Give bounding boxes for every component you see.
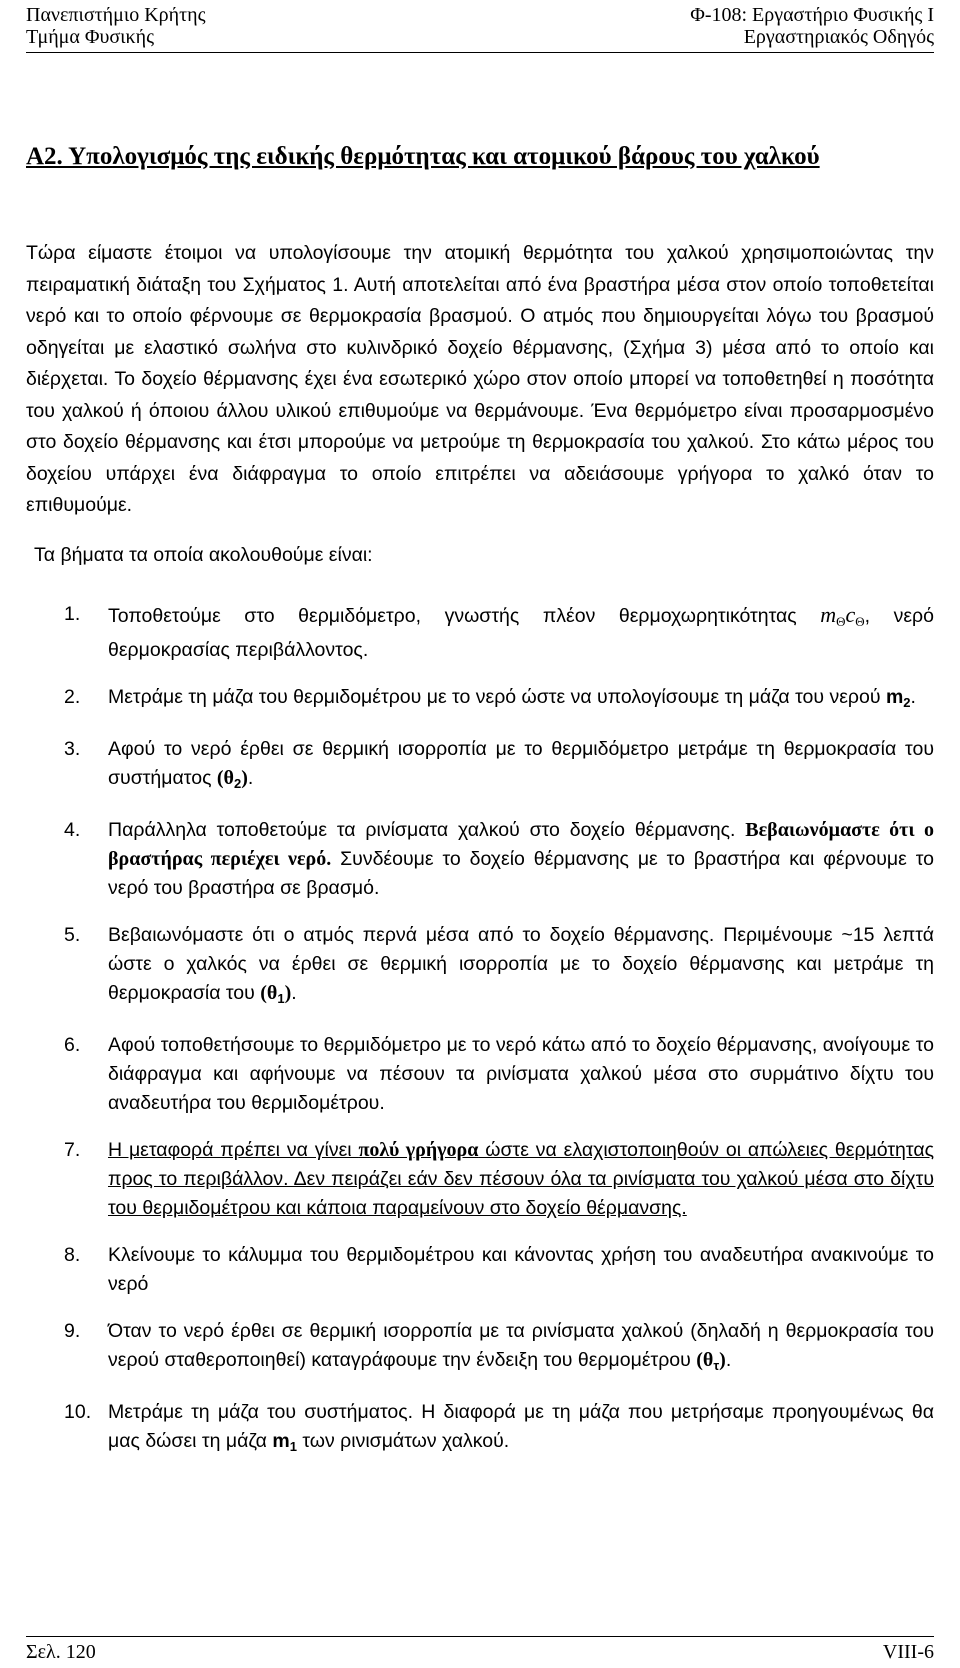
step-text-end: ώστε να ελαχιστοποιηθούν οι απώλειες θερμότητας προς το περιβάλλον. Δεν πειράζει εάν δεν πέσουν όλα τα ρινίσματα του χαλκού μέσα στο δίχτυ του θερμιδομέτρου και κάποια παραμείνουν στο δοχείο θέρμανσης. (108, 1139, 934, 1219)
header-left (26, 4, 206, 48)
step-9 (60, 1317, 934, 1380)
symbol-m: m (820, 602, 837, 627)
step-number: 9. (64, 1320, 81, 1342)
guide-title: Εργαστηριακός Οδηγός (743, 26, 934, 48)
step-text-end: . (910, 686, 916, 708)
step-text-end: . (247, 767, 254, 789)
step-text: Παράλληλα τοποθετούμε τα ρινίσματα χαλκού στο δοχείο θέρμανσης. (108, 819, 746, 841)
step-text: Μετράμε τη μάζα του θερμιδομέτρου με το νερό ώστε να υπολογίσουμε τη μάζα του νερού (108, 686, 886, 708)
step-text: Μετράμε τη μάζα του συστήματος. Η διαφορά με τη μάζα που μετρήσαμε προηγουμένως θα μας δώσει τη μάζα (108, 1401, 934, 1452)
step-text: Αφού το νερό έρθει σε θερμική ισορροπία με το θερμιδόμετρο μετράμε τη θερμοκρασία του συστήματος (108, 738, 934, 789)
step-number: 7. (64, 1139, 81, 1161)
step-number: 8. (64, 1244, 81, 1266)
symbol-m1: m (272, 1430, 290, 1452)
step-4 (60, 816, 934, 903)
step-text-end: των ρινισμάτων χαλκού. (296, 1430, 510, 1452)
step-text-end: , νερό θερμοκρασίας περιβάλλοντος. (108, 605, 934, 661)
intro-paragraph: Τώρα είμαστε έτοιμοι να υπολογίσουμε την ατομική θερμότητα του χαλκού χρησιμοποιώντας την πειραματική διάταξη του Σχήματος 1. Αυτή αποτελείται από ένα βραστήρα μέσα στον οποίο τοποθετείται νερό και το οποίο φέρνουμε σε θερμοκρασία βρασμού. Ο ατμός που δημιουργείται λόγω του βρασμού οδηγείται με ελαστικό σωλήνα στο κυλινδρικό δοχείο θέρμανσης, (Σχήμα 3) μέσα από το οποίο και διέρχεται. Το δοχείο θέρμανσης έχει ένα εσωτερικό χώρο στον οποίο μπορεί να τοποθετηθεί η ποσότητα του χαλκού ή όποιου άλλου υλικού επιθυμούμε να θερμάνουμε. Ένα θερμόμετρο είναι προσαρμοσμένο στο δοχείο θέρμανσης και έτσι μπορούμε να μετρούμε τη θερμοκρασία του χαλκού. Στο κάτω μέρος του δοχείου υπάρχει ένα διάφραγμα το οποίο επιτρέπει να αδειάσουμε γρήγορα το χαλκό όταν το επιθυμούμε. (26, 242, 934, 516)
step-number: 1. (64, 603, 81, 625)
page-number: Σελ. 120 (26, 1641, 96, 1663)
warning-text: Βεβαιωνόμαστε ότι ο βραστήρας περιέχει νερό. (108, 819, 934, 870)
step-number: 2. (64, 686, 81, 708)
step-10 (60, 1398, 934, 1461)
step-number: 5. (64, 924, 81, 946)
symbol-theta: (θ (260, 982, 278, 1004)
step-text-end: Συνδέουμε το δοχείο θέρμανσης με το βραστήρα και φέρνουμε το νερό του βραστήρα σε βρασμό. (108, 848, 934, 899)
steps-list (60, 600, 934, 1479)
step-number: 4. (64, 819, 81, 841)
step-1 (60, 600, 934, 665)
step-number: 10. (64, 1401, 92, 1423)
page-header (26, 4, 934, 48)
step-text: Τοποθετούμε στο θερμιδόμετρο, γνωστής πλέον θερμοχωρητικότητας (108, 605, 821, 627)
subscript: τ (713, 1358, 720, 1373)
step-number: 6. (64, 1034, 81, 1056)
header-divider (26, 52, 934, 53)
subscript: 1 (277, 991, 285, 1006)
step-number: 3. (64, 738, 81, 760)
section-title: Α2. Υπολογισμός της ειδικής θερμότητας και ατομικού βάρους του χαλκού (26, 143, 820, 170)
subscript: 1 (289, 1439, 297, 1454)
symbol-close: ) (284, 982, 292, 1004)
steps-intro: Τα βήματα τα οποία ακολουθούμε είναι: (34, 544, 373, 566)
department-name: Τμήμα Φυσικής (26, 26, 154, 48)
section-number: VIII-6 (882, 1641, 934, 1663)
symbol-close: ) (241, 767, 248, 789)
footer-divider (26, 1636, 934, 1637)
subscript: Θ (836, 614, 846, 629)
emphasis-text: πολύ γρήγορα (358, 1139, 479, 1161)
step-text-end: . (291, 982, 297, 1004)
header-right (690, 4, 934, 48)
step-text: Όταν το νερό έρθει σε θερμική ισορροπία με τα ρινίσματα χαλκού (δηλαδή η θερμοκρασία του νερού σταθεροποιηθεί) καταγράφουμε την ένδειξη του θερμομέτρου (108, 1320, 934, 1371)
step-5 (60, 921, 934, 1013)
course-title: Φ-108: Εργαστήριο Φυσικής Ι (690, 4, 934, 26)
symbol-close: ) (719, 1349, 726, 1371)
step-2 (60, 683, 934, 717)
subscript: Θ (855, 614, 865, 629)
step-3 (60, 735, 934, 798)
step-text: Βεβαιωνόμαστε ότι ο ατμός περνά μέσα από το δοχείο θέρμανσης. Περιμένουμε ~15 λεπτά ώστε ο χαλκός να έρθει σε θερμική ισορροπία με το δοχείο θέρμανσης και μετράμε τη θερμοκρασία του (108, 924, 934, 1004)
step-text: Κλείνουμε το κάλυμμα του θερμιδομέτρου και κάνοντας χρήση του αναδευτήρα ανακινούμε το νερό (108, 1244, 934, 1295)
step-text-end: . (725, 1349, 732, 1371)
step-text: Η μεταφορά πρέπει να γίνει (108, 1139, 359, 1161)
symbol-theta: (θ (216, 767, 234, 789)
university-name: Πανεπιστήμιο Κρήτης (26, 4, 206, 26)
step-text: Αφού τοποθετήσουμε το θερμιδόμετρο με το νερό κάτω από το δοχείο θέρμανσης, ανοίγουμε το διάφραγμα και αφήνουμε να πέσουν τα ρινίσματα χαλκού μέσα στο συρμάτινο δίχτυ του αναδευτήρα του θερμιδομέτρου. (108, 1034, 934, 1114)
step-8 (60, 1241, 934, 1299)
subscript: 2 (903, 695, 911, 710)
step-6 (60, 1031, 934, 1118)
symbol-m2: m (885, 686, 904, 708)
symbol-c: c (845, 602, 856, 627)
step-7 (60, 1136, 934, 1223)
symbol-theta: (θ (696, 1349, 714, 1371)
subscript: 2 (234, 776, 242, 791)
